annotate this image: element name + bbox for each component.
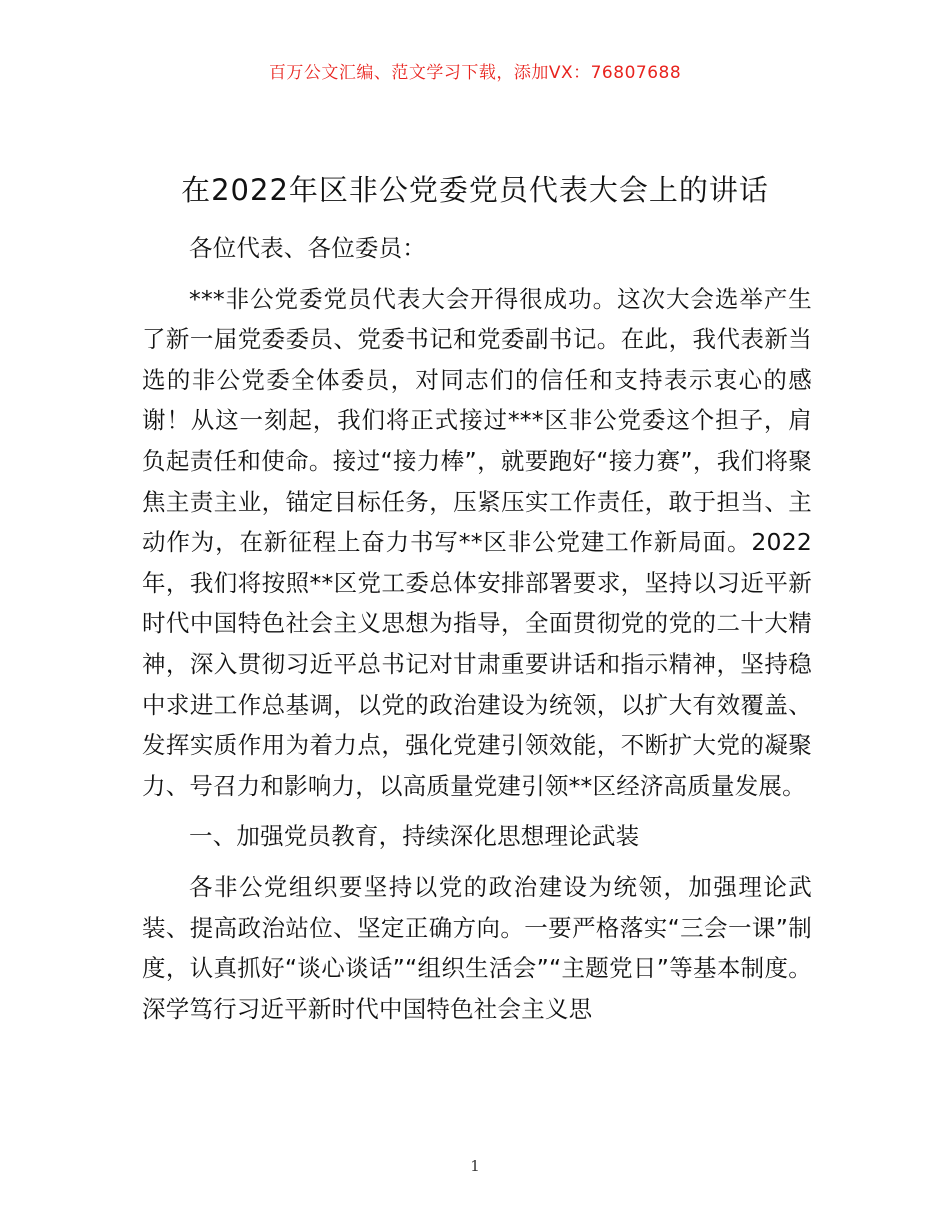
- document-title: 在2022年区非公党委党员代表大会上的讲话: [181, 173, 769, 207]
- page-number: 1: [470, 1157, 480, 1175]
- header-promo-note: 百万公文汇编、范文学习下载，添加VX：76807688: [268, 63, 682, 83]
- paragraph-intro: ***非公党委党员代表大会开得很成功。这次大会选举产生了新一届党委委员、党委书记和党委副书记。在此，我代表新当选的非公党委全体委员，对同志们的信任和支持表示衷心的感谢！从这一刻起，我们将正式接过***区非公党委这个担子，肩负起责任和使命。接过“接力棒”，就要跑好“接力赛”，我们将聚焦主责主业，锚定目标任务，压紧压实工作责任，敢于担当、主动作为，在新征程上奋力书写**区非公党建工作新局面。2022年，我们将按照**区党工委总体安排部署要求，坚持以习近平新时代中国特色社会主义思想为指导，全面贯彻党的党的二十大精神，深入贯彻习近平总书记对甘肃重要讲话和指示精神，坚持稳中求进工作总基调，以党的政治建设为统领，以扩大有效覆盖、发挥实质作用为着力点，强化党建引领效能，不断扩大党的凝聚力、号召力和影响力，以高质量党建引领**区经济高质量发展。: [142, 284, 812, 800]
- document-body: [142, 228, 812, 1029]
- paragraph-section-1: 各非公党组织要坚持以党的政治建设为统领，加强理论武装、提高政治站位、坚定正确方向。一要严格落实“三会一课”制度，认真抓好“谈心谈话”“组织生活会”“主题党日”等基本制度。深学笃行习近平新时代中国特色社会主义思: [142, 872, 812, 1023]
- section-heading-1: 一、加强党员教育，持续深化思想理论武装: [189, 822, 640, 851]
- salutation: 各位代表、各位委员：: [189, 234, 426, 262]
